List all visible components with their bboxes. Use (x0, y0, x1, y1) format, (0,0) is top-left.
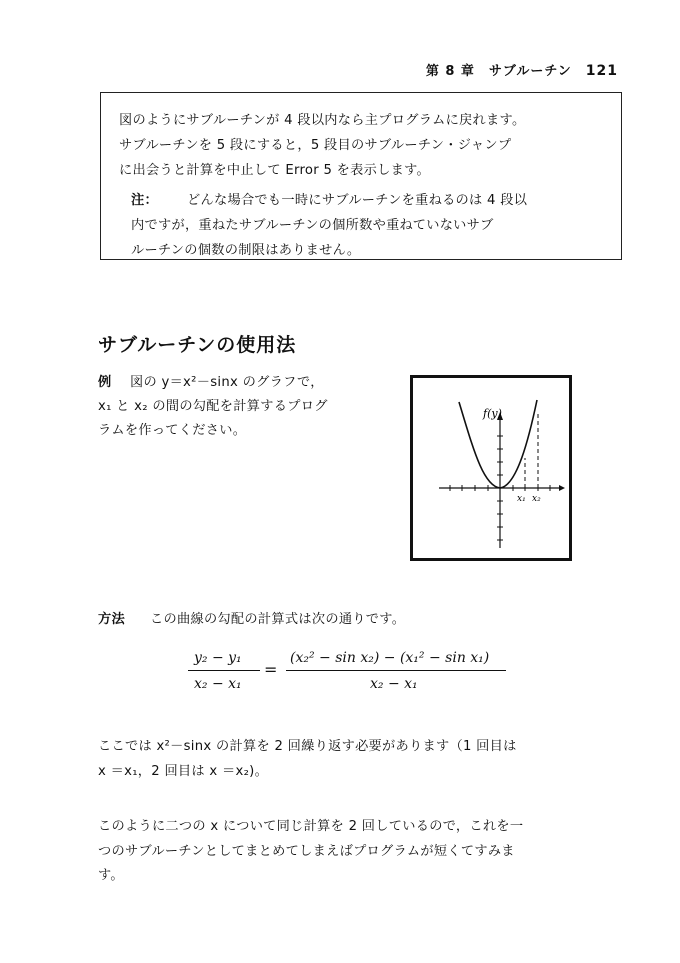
x-axis-arrow (559, 485, 565, 491)
chapter-title: 第 8 章 サブルーチン (425, 64, 572, 79)
note-box (100, 92, 622, 260)
example-line: ラムを作ってください。 (98, 423, 247, 438)
formula-rhs-fraction-bar (286, 670, 506, 671)
note-box-line: に出会うと計算を中止して Error 5 を表示します。 (119, 163, 431, 178)
example-line: 図の y＝x²－sinx のグラフで， (130, 375, 324, 390)
method-label: 方法 (98, 612, 125, 627)
example-line: x₁ と x₂ の間の勾配を計算するプログ (98, 399, 328, 414)
formula-lhs-numerator: y₂ − y₁ (194, 650, 242, 666)
running-header (426, 60, 618, 79)
formula-lhs-fraction-bar (188, 670, 260, 671)
paragraph-line: ここでは x²－sinx の計算を 2 回繰り返す必要があります（1 回目は (98, 739, 517, 754)
note-line: 内ですが，重ねたサブルーチンの個所数や重ねていないサブ (131, 218, 494, 233)
note-box-line: 図のようにサブルーチンが 4 段以内なら主プログラムに戻れます。 (119, 113, 526, 128)
formula-rhs-numerator: (x₂² − sin x₂) − (x₁² − sin x₁) (290, 650, 490, 666)
formula-lhs-denominator: x₂ − x₁ (194, 676, 242, 692)
section-title: サブルーチンの使用法 (98, 334, 297, 356)
paragraph-line: x ＝x₁，2 回目は x ＝x₂)。 (98, 764, 269, 779)
paragraph-line: このように二つの x について同じ計算を 2 回しているので，これを一 (98, 819, 524, 834)
method-text: この曲線の勾配の計算式は次の通りです。 (150, 612, 406, 627)
paragraph-line: す。 (98, 868, 124, 883)
y-axis-label: f(y) (483, 407, 502, 420)
graph-svg (413, 378, 569, 558)
note-label: 注： (131, 193, 158, 208)
x1-label: x₁ (517, 494, 526, 504)
graph-figure (410, 375, 572, 561)
paragraph-line: つのサブルーチンとしてまとめてしまえばプログラムが短くてすみま (98, 844, 515, 859)
formula-equals: = (264, 660, 278, 679)
note-box-line: サブルーチンを 5 段にすると，5 段目のサブルーチン・ジャンプ (119, 138, 512, 153)
note-line: どんな場合でも一時にサブルーチンを重ねるのは 4 段以 (187, 193, 528, 208)
x2-label: x₂ (532, 494, 541, 504)
page-number: 121 (585, 63, 618, 79)
example-label: 例 (98, 375, 112, 390)
note-line: ルーチンの個数の制限はありません。 (131, 243, 361, 258)
formula-rhs-denominator: x₂ − x₁ (370, 676, 418, 692)
